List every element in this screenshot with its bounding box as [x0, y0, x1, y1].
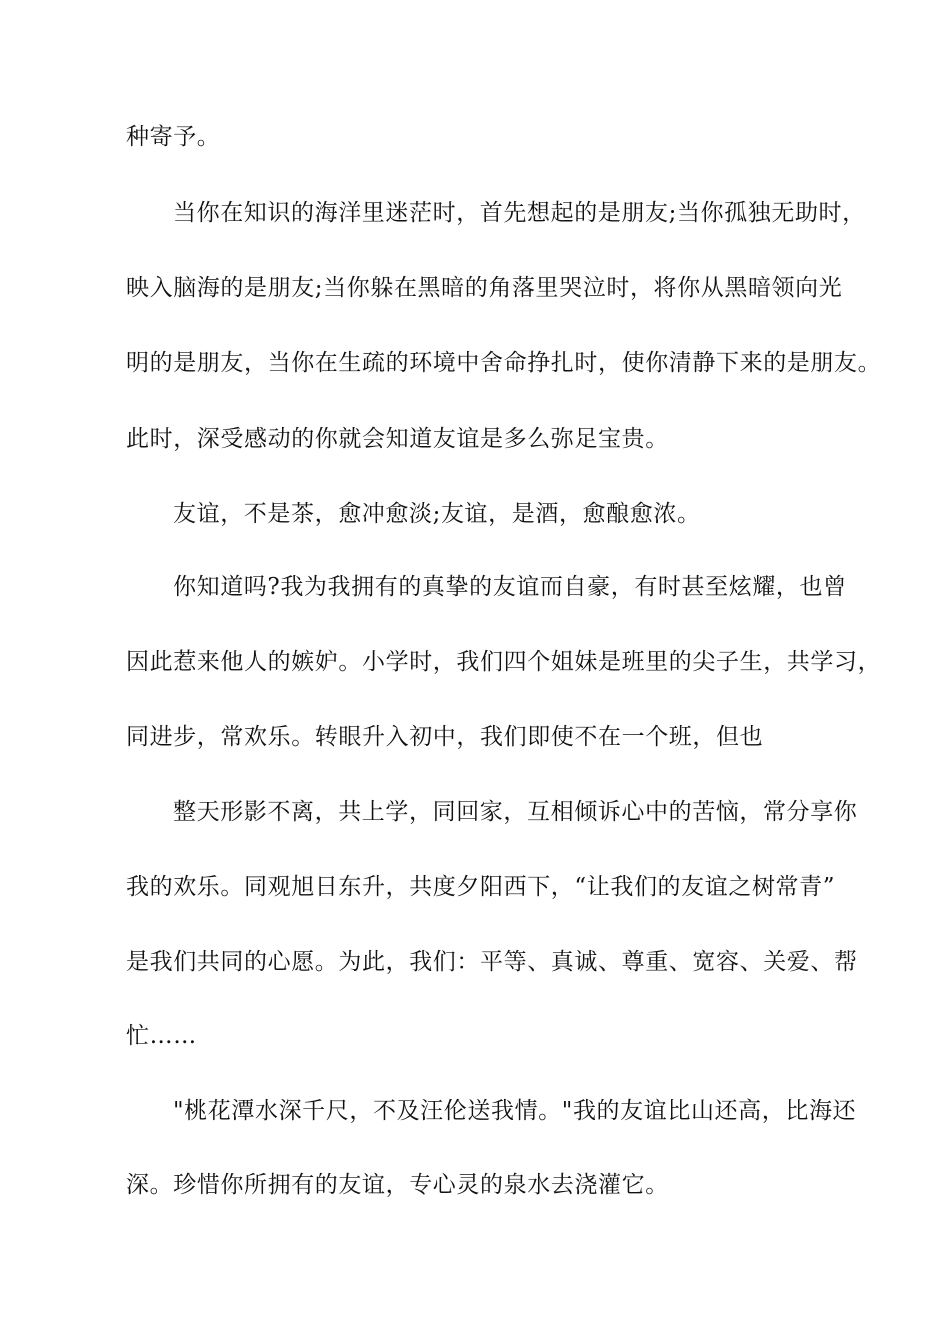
text-line: 我的欢乐。同观旭日东升，共度夕阳西下，“让我们的友谊之树常青”: [126, 874, 836, 900]
text-line: 因此惹来他人的嫉妒。小学时，我们四个姐妹是班里的尖子生，共学习，: [126, 649, 882, 675]
text-line: 忙……: [126, 1023, 197, 1049]
text-line: 种寄予。: [126, 124, 221, 150]
paragraph-start-line: 你知道吗?我为我拥有的真挚的友谊而自豪，有时甚至炫耀，也曾: [173, 574, 847, 600]
text-line: 映入脑海的是朋友;当你躲在黑暗的角落里哭泣时，将你从黑暗领向光: [126, 275, 843, 301]
text-line: 深。珍惜你所拥有的友谊，专心灵的泉水去浇灌它。: [126, 1172, 669, 1198]
text-line: 是我们共同的心愿。为此，我们：平等、真诚、尊重、宽容、关爱、帮: [126, 949, 858, 975]
text-line: 明的是朋友，当你在生疏的环境中舍命挣扎时，使你清静下来的是朋友。: [126, 350, 882, 376]
paragraph-start-line: "桃花潭水深千尺，不及汪伦送我情。"我的友谊比山还高，比海还: [173, 1098, 857, 1124]
paragraph-start-line: 友谊，不是茶，愈冲愈淡;友谊，是酒，愈酿愈浓。: [173, 501, 701, 527]
paragraph-start-line: 整天形影不离，共上学，同回家，互相倾诉心中的苦恼，常分享你: [173, 799, 858, 825]
paragraph-start-line: 当你在知识的海洋里迷茫时，首先想起的是朋友;当你孤独无助时，: [173, 200, 866, 226]
text-line: 同进步，常欢乐。转眼升入初中，我们即使不在一个班，但也: [126, 724, 764, 750]
text-line: 此时，深受感动的你就会知道友谊是多么弥足宝贵。: [126, 426, 669, 452]
